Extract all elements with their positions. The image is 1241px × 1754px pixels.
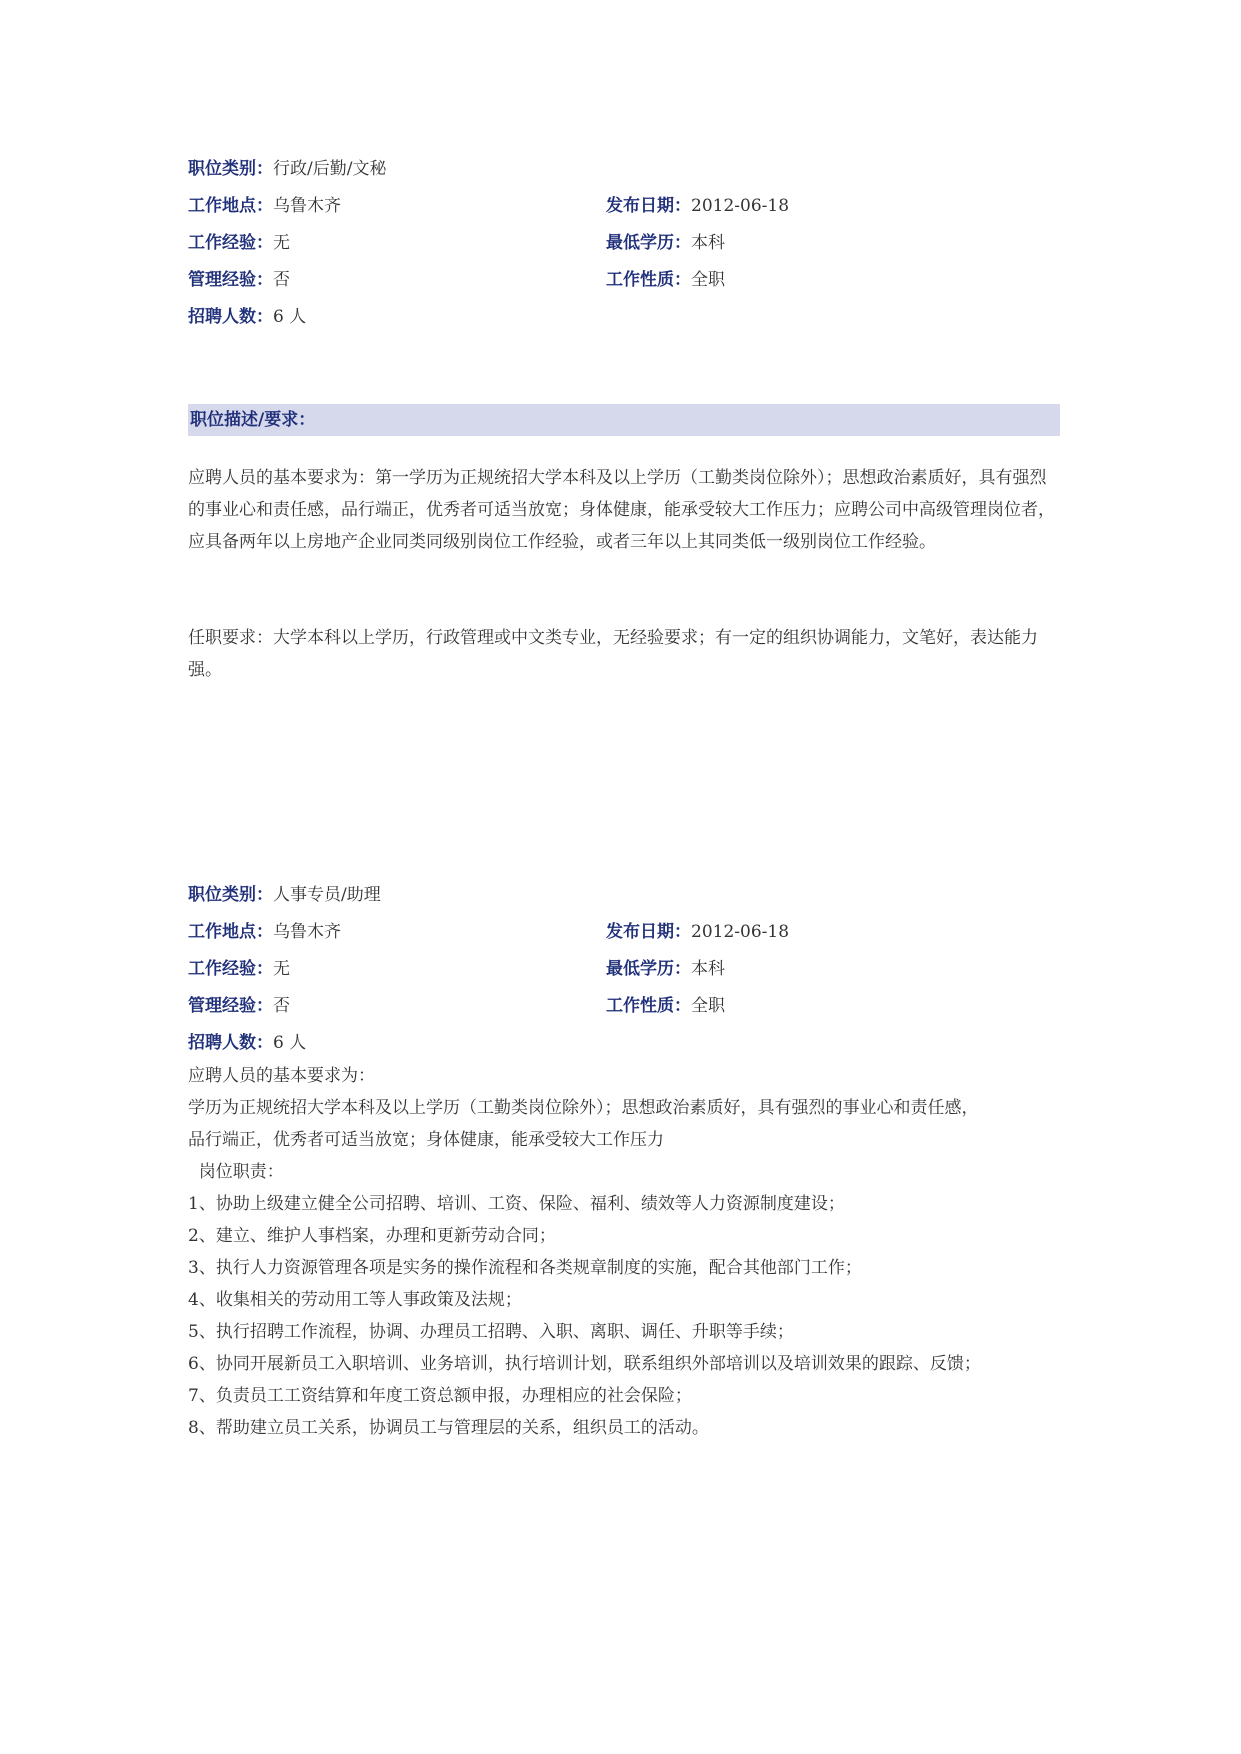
job2-category-label: 职位类别： (188, 885, 273, 905)
job2-line-1: 应聘人员的基本要求为： (188, 1066, 375, 1086)
job1-experience-label: 工作经验： (188, 233, 273, 253)
job2-min-education-value: 本科 (691, 959, 725, 979)
job1-headcount-value: 6 人 (273, 307, 307, 327)
job1-publish-date-label: 发布日期： (606, 196, 691, 216)
job2-location-label: 工作地点： (188, 922, 273, 942)
job2-category-value: 人事专员/助理 (273, 885, 381, 905)
job2-location-row (188, 917, 1063, 947)
job1-description-header: 职位描述/要求： (188, 404, 1060, 436)
job1-location-field (188, 191, 341, 221)
job1-category-label: 职位类别： (188, 159, 273, 179)
job2-experience-label: 工作经验： (188, 959, 273, 979)
job1-publish-date-field (606, 191, 789, 221)
job2-duty-4: 4、收集相关的劳动用工等人事政策及法规； (188, 1290, 522, 1310)
job2-headcount-value: 6 人 (273, 1033, 307, 1053)
job2-duty-8: 8、帮助建立员工关系，协调员工与管理层的关系，组织员工的活动。 (188, 1418, 709, 1438)
job2-experience-value: 无 (273, 959, 290, 979)
job1-management-value: 否 (273, 270, 290, 290)
job2-duty-5: 5、执行招聘工作流程，协调、办理员工招聘、入职、离职、调任、升职等手续； (188, 1322, 794, 1342)
job1-location-value: 乌鲁木齐 (273, 196, 341, 216)
job2-duty-1: 1、协助上级建立健全公司招聘、培训、工资、保险、福利、绩效等人力资源制度建设； (188, 1194, 845, 1214)
document-page (188, 0, 1063, 1754)
job2-headcount-field (188, 1028, 306, 1058)
job1-management-row (188, 265, 1063, 295)
job1-job-type-field (606, 265, 725, 295)
job1-management-label: 管理经验： (188, 270, 273, 290)
job2-management-value: 否 (273, 996, 290, 1016)
job2-line-2: 学历为正规统招大学本科及以上学历（工勤类岗位除外）；思想政治素质好，具有强烈的事业心和责任感， (188, 1098, 979, 1118)
job2-publish-date-value: 2012-06-18 (691, 922, 790, 942)
job2-publish-date-field (606, 917, 789, 947)
job1-job-type-label: 工作性质： (606, 270, 691, 290)
job2-category-row (188, 880, 1063, 910)
job1-description-paragraph-2: 任职要求：大学本科以上学历，行政管理或中文类专业，无经验要求；有一定的组织协调能力，文笔好，表达能力强。 (188, 628, 1038, 680)
job2-duties-heading: 岗位职责： (188, 1162, 284, 1182)
job1-category-value: 行政/后勤/文秘 (273, 159, 387, 179)
job2-headcount-row (188, 1028, 1063, 1058)
job2-experience-field (188, 954, 290, 984)
job2-management-field (188, 991, 290, 1021)
job1-management-field (188, 265, 290, 295)
job2-duty-6: 6、协同开展新员工入职培训、业务培训，执行培训计划，联系组织外部培训以及培训效果的跟踪、反馈； (188, 1354, 981, 1374)
job2-min-education-label: 最低学历： (606, 959, 691, 979)
job2-publish-date-label: 发布日期： (606, 922, 691, 942)
job1-headcount-row (188, 302, 1063, 332)
job2-job-type-label: 工作性质： (606, 996, 691, 1016)
job1-description-paragraph-1: 应聘人员的基本要求为：第一学历为正规统招大学本科及以上学历（工勤类岗位除外）；思想政治素质好，具有强烈的事业心和责任感，品行端正，优秀者可适当放宽；身体健康，能承受较大工作压力；应聘公司中高级管理岗位者，应具备两年以上房地产企业同类同级别岗位工作经验，或者三年以上其同类低一级别岗位工作经验。 (188, 468, 1055, 552)
job2-category-field (188, 880, 381, 910)
job1-location-row (188, 191, 1063, 221)
job1-headcount-label: 招聘人数： (188, 307, 273, 327)
job1-experience-field (188, 228, 290, 258)
job2-min-education-field (606, 954, 725, 984)
job2-duty-3: 3、执行人力资源管理各项是实务的操作流程和各类规章制度的实施，配合其他部门工作； (188, 1258, 862, 1278)
job2-job-type-field (606, 991, 725, 1021)
job2-experience-row (188, 954, 1063, 984)
job1-category-field (188, 154, 386, 184)
job1-min-education-field (606, 228, 725, 258)
job1-headcount-field (188, 302, 306, 332)
job1-min-education-value: 本科 (691, 233, 725, 253)
job2-duty-2: 2、建立、维护人事档案，办理和更新劳动合同； (188, 1226, 556, 1246)
job2-line-3: 品行端正，优秀者可适当放宽；身体健康，能承受较大工作压力 (188, 1130, 664, 1150)
job1-experience-value: 无 (273, 233, 290, 253)
job2-location-field (188, 917, 341, 947)
job2-headcount-label: 招聘人数： (188, 1033, 273, 1053)
job2-management-row (188, 991, 1063, 1021)
job1-location-label: 工作地点： (188, 196, 273, 216)
job1-experience-row (188, 228, 1063, 258)
job2-job-type-value: 全职 (691, 996, 725, 1016)
job1-job-type-value: 全职 (691, 270, 725, 290)
job2-management-label: 管理经验： (188, 996, 273, 1016)
job1-publish-date-value: 2012-06-18 (691, 196, 790, 216)
job2-location-value: 乌鲁木齐 (273, 922, 341, 942)
job1-category-row (188, 154, 1063, 184)
job1-min-education-label: 最低学历： (606, 233, 691, 253)
job2-duty-7: 7、负责员工工资结算和年度工资总额申报，办理相应的社会保险； (188, 1386, 692, 1406)
